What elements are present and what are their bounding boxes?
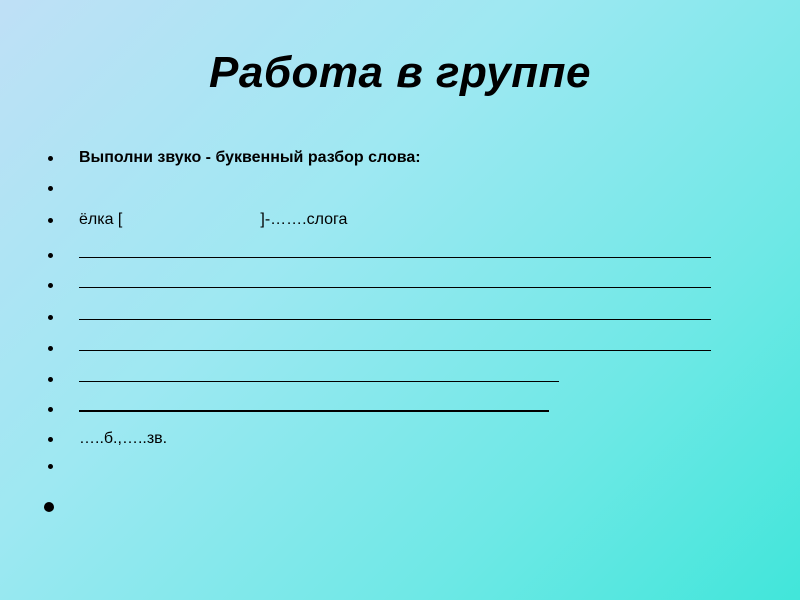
bullet-icon	[48, 346, 53, 351]
list-item	[44, 240, 711, 270]
list-item	[44, 173, 79, 203]
list-item	[44, 364, 559, 394]
list-item	[44, 424, 167, 454]
slide-title: Работа в группе	[209, 48, 591, 97]
bullet-icon	[48, 218, 53, 223]
bullet-icon	[48, 464, 53, 469]
bullet-icon	[48, 437, 53, 442]
list-item	[44, 492, 78, 522]
answer-line	[79, 410, 549, 412]
bullet-icon	[48, 407, 53, 412]
syllable-count: …….слога	[270, 211, 348, 228]
bullet-icon	[48, 283, 53, 288]
list-item	[44, 451, 79, 481]
answer-line	[79, 257, 711, 258]
answer-line	[79, 381, 559, 382]
word-label: ёлка [	[79, 211, 123, 228]
bullet-icon	[48, 377, 53, 382]
bullet-icon	[48, 315, 53, 320]
answer-line	[79, 287, 711, 288]
bullet-icon	[44, 502, 54, 512]
list-item	[44, 143, 421, 173]
list-item	[44, 302, 711, 332]
bracket-close: ]-	[260, 211, 271, 228]
answer-line	[79, 319, 711, 320]
list-item	[44, 205, 347, 235]
list-item	[44, 394, 549, 424]
bullet-icon	[48, 186, 53, 191]
bullet-icon	[48, 253, 53, 258]
list-item	[44, 333, 711, 363]
bullet-icon	[48, 156, 53, 161]
task-instruction: Выполни звуко - буквенный разбор слова:	[79, 149, 421, 166]
letters-sounds-count: …..б.,…..зв.	[79, 430, 168, 447]
answer-line	[79, 350, 711, 351]
word-transcription	[79, 210, 347, 230]
list-item	[44, 270, 711, 300]
